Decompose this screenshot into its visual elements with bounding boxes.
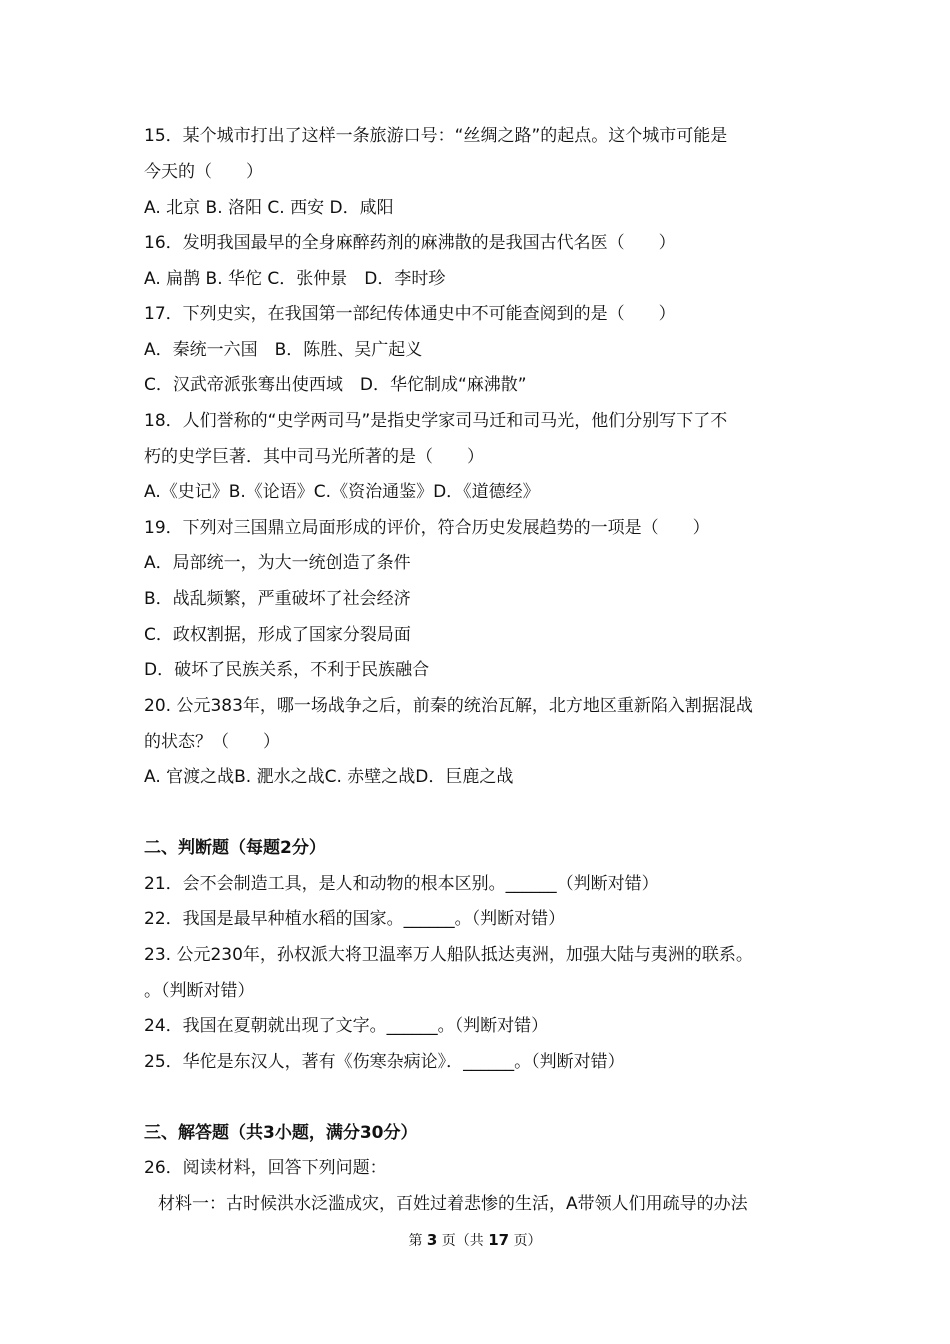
question-18-options: A.《史记》B.《论语》C.《资治通鉴》D．《道德经》	[144, 482, 540, 502]
question-19-option-c: C．政权割据，形成了国家分裂局面	[144, 625, 411, 645]
question-20-stem-line-1: 20. 公元383年，哪一场战争之后，前秦的统治瓦解，北方地区重新陷入割据混战	[144, 696, 753, 716]
question-26-stem: 26．阅读材料，回答下列问题：	[144, 1158, 387, 1178]
footer-current-page: 3	[426, 1231, 438, 1249]
question-19-option-d: D．破坏了民族关系，不利于民族融合	[144, 660, 430, 680]
question-15-stem-line-2: 今天的（ ）	[144, 162, 263, 182]
question-15-stem-line-1: 15．某个城市打出了这样一条旅游口号：“丝绸之路”的起点。这个城市可能是	[144, 126, 728, 146]
footer-total-pages: 17	[488, 1231, 510, 1249]
question-24: 24．我国在夏朝就出现了文字。______。（判断对错）	[144, 1016, 549, 1036]
question-25: 25．华佗是东汉人，著有《伤寒杂病论》．______。（判断对错）	[144, 1052, 625, 1072]
question-17-options-line-1: A．秦统一六国 B．陈胜、吴广起义	[144, 340, 423, 360]
question-20-stem-line-2: 的状态？（ ）	[144, 732, 280, 752]
question-16-options: A. 扁鹊 B. 华佗 C．张仲景 D．李时珍	[144, 269, 446, 289]
question-22: 22．我国是最早种植水稻的国家。______。（判断对错）	[144, 909, 566, 929]
question-17-options-line-2: C．汉武帝派张骞出使西域 D．华佗制成“麻沸散”	[144, 375, 527, 395]
material-1-text: 材料一：古时候洪水泛滥成灾，百姓过着悲惨的生活，A带领人们用疏导的办法	[158, 1194, 748, 1214]
question-19-option-b: B．战乱频繁，严重破坏了社会经济	[144, 589, 411, 609]
question-23-line-1: 23. 公元230年，孙权派大将卫温率万人船队抵达夷洲，加强大陆与夷洲的联系。	[144, 945, 753, 965]
footer-prefix: 第	[408, 1233, 423, 1249]
question-17-stem: 17．下列史实，在我国第一部纪传体通史中不可能查阅到的是（ ）	[144, 304, 676, 324]
section-3-heading: 三、解答题（共3小题，满分30分）	[144, 1123, 418, 1143]
question-19-stem: 19．下列对三国鼎立局面形成的评价，符合历史发展趋势的一项是（ ）	[144, 518, 710, 538]
section-2-heading: 二、判断题（每题2分）	[144, 838, 326, 858]
question-18-stem-line-2: 朽的史学巨著．其中司马光所著的是（ ）	[144, 447, 484, 467]
page-footer	[0, 1230, 950, 1251]
question-23-line-2: 。（判断对错）	[144, 981, 255, 1001]
footer-middle: 页（共	[441, 1233, 484, 1249]
question-18-stem-line-1: 18．人们誉称的“史学两司马”是指史学家司马迁和司马光，他们分别写下了不	[144, 411, 728, 431]
question-19-option-a: A．局部统一，为大一统创造了条件	[144, 553, 411, 573]
question-16-stem: 16．发明我国最早的全身麻醉药剂的麻沸散的是我国古代名医（ ）	[144, 233, 676, 253]
question-15-options: A. 北京 B. 洛阳 C. 西安 D．咸阳	[144, 198, 394, 218]
question-20-options: A. 官渡之战B. 淝水之战C. 赤壁之战D．巨鹿之战	[144, 767, 514, 787]
question-21: 21．会不会制造工具，是人和动物的根本区别。______（判断对错）	[144, 874, 659, 894]
footer-suffix: 页）	[513, 1233, 542, 1249]
